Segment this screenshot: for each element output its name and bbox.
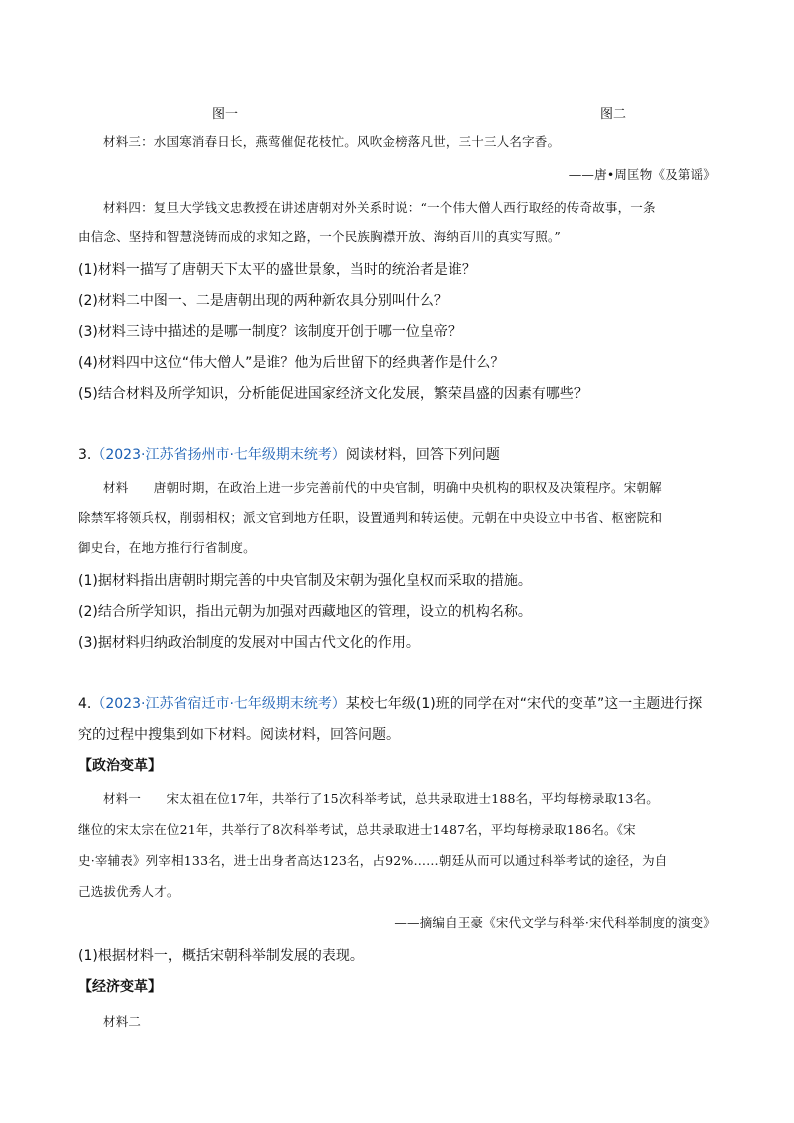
figure-1-label: 图一	[212, 107, 239, 122]
material-3-text: 材料三：水国寒消春日长，燕莺催促花枝忙。风吹金榜落凡世，三十三人名字香。	[103, 134, 561, 149]
q3-question-3: (3)据材料归纳政治制度的发展对中国古代文化的作用。	[78, 635, 420, 651]
q4-material-1-line-2: 继位的宋太宗在位21年，共举行了8次科举考试，总共录取进士1487名，平均每榜录取186名。《宋	[78, 822, 636, 837]
q3-material-line-3: 御史台，在地方推行行省制度。	[78, 540, 256, 555]
q3-prompt: 阅读材料，回答下列问题	[345, 447, 500, 463]
q2-question-3: (3)材料三诗中描述的是哪一制度？该制度开创于哪一位皇帝？	[78, 324, 462, 340]
q3-header	[78, 444, 500, 464]
q2-question-4: (4)材料四中这位“伟大僧人”是谁？他为后世留下的经典著作是什么？	[78, 355, 505, 371]
q4-number: 4.	[78, 696, 92, 712]
q3-source: （2023·江苏省扬州市·七年级期末统考）	[91, 447, 346, 463]
q3-question-2: (2)结合所学知识，指出元朝为加强对西藏地区的管理，设立的机构名称。	[78, 604, 532, 620]
q4-material-1-line-1: 材料一 宋太祖在位17年，共举行了15次科举考试，总共录取进士188名，平均每榜录取13名。	[103, 791, 659, 806]
q4-question-1: (1)根据材料一，概括宋朝科举制发展的表现。	[78, 948, 364, 964]
q3-number: 3.	[78, 447, 92, 463]
q4-material-1-citation: ——摘编自王豪《宋代文学与科举·宋代科举制度的演变》	[394, 915, 716, 930]
q4-material-1-line-4: 己选拔优秀人才。	[78, 884, 180, 899]
q3-question-1: (1)据材料指出唐朝时期完善的中央官制及宋朝为强化皇权而采取的措施。	[78, 573, 532, 589]
q3-material-line-1: 材料 唐朝时期，在政治上进一步完善前代的中央官制，明确中央机构的职权及决策程序。宋朝解	[103, 480, 662, 495]
section-economic-reform: 【经济变革】	[78, 979, 162, 995]
q2-question-2: (2)材料二中图一、二是唐朝出现的两种新农具分别叫什么？	[78, 293, 448, 309]
material-4-line-1: 材料四：复旦大学钱文忠教授在讲述唐朝对外关系时说：“一个伟大僧人西行取经的传奇故事，一条	[103, 200, 656, 215]
q3-material-line-2: 除禁军将领兵权，削弱相权；派文官到地方任职，设置通判和转运使。元朝在中央设立中书省、枢密院和	[78, 510, 663, 525]
q4-material-2-label: 材料二	[103, 1014, 142, 1029]
material-3-citation: ——唐•周匡物《及第谣》	[568, 167, 716, 182]
q2-question-5: (5)结合材料及所学知识，分析能促进国家经济文化发展，繁荣昌盛的因素有哪些？	[78, 386, 588, 402]
section-political-reform: 【政治变革】	[78, 758, 162, 774]
material-4-line-2: 由信念、坚持和智慧浇铸而成的求知之路，一个民族胸襟开放、海纳百川的真实写照。”	[78, 229, 561, 244]
q4-material-1-line-3: 史·宰辅表》列宰相133名，进士出身者高达123名，占92%……朝廷从而可以通过科举考试的途径，为自	[78, 853, 668, 868]
q4-prompt-line-2: 究的过程中搜集到如下材料。阅读材料，回答问题。	[78, 727, 400, 743]
figure-2-label: 图二	[600, 107, 627, 122]
q4-source: （2023·江苏省宿迁市·七年级期末统考）	[91, 696, 346, 712]
q4-prompt-line-1: 某校七年级(1)班的同学在对“宋代的变革”这一主题进行探	[345, 696, 703, 712]
q4-header	[78, 693, 702, 713]
q2-question-1: (1)材料一描写了唐朝天下太平的盛世景象，当时的统治者是谁？	[78, 262, 476, 278]
